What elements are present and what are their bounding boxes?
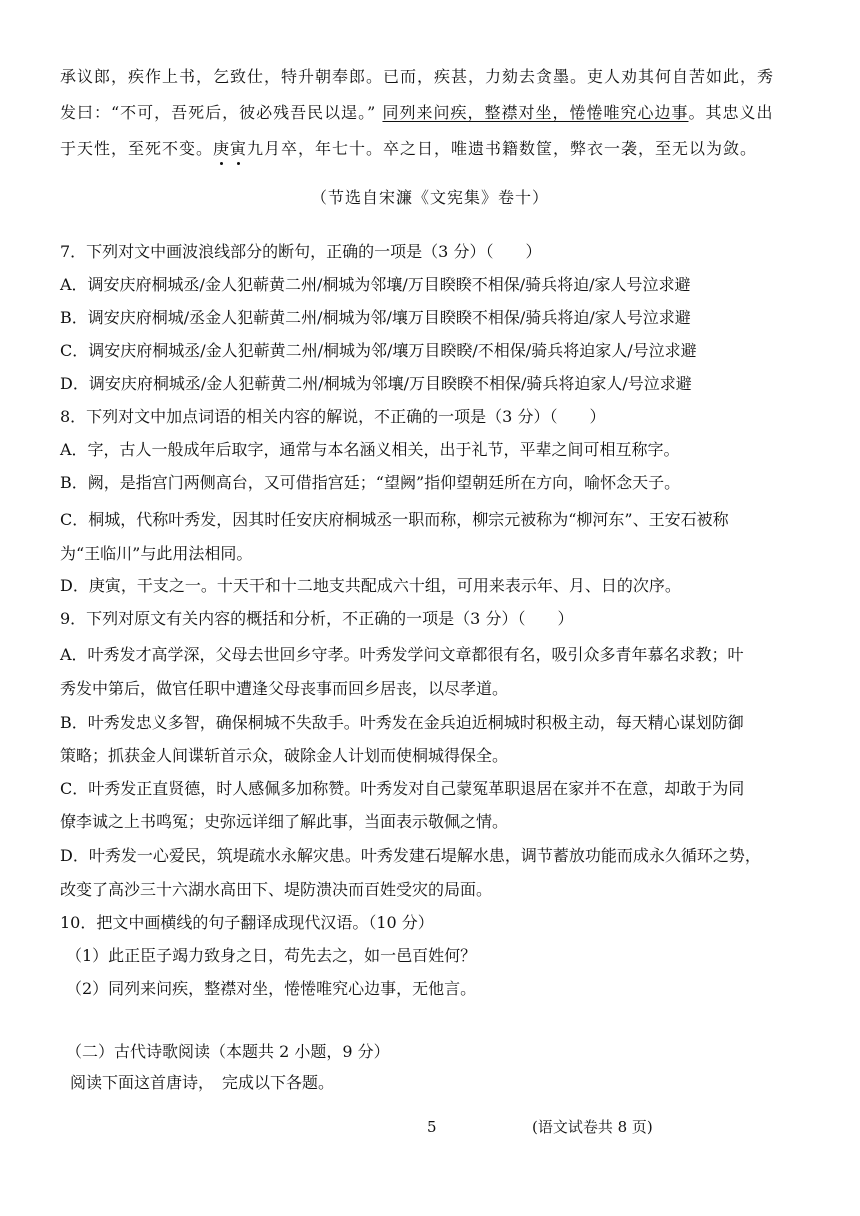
- q10-sentence-1: （1）此正臣子竭力致身之日，苟先去之，如一邑百姓何？: [66, 946, 477, 965]
- q9-option-d-line2: 改变了高沙三十六湖水高田下、堤防溃决而百姓受灾的局面。: [60, 880, 493, 899]
- q9-option-a-line2: 秀发中第后，做官任职中遭逢父母丧事而回乡居丧，以尽孝道。: [60, 679, 509, 698]
- q7-option-a: A．调安庆府桐城丞/金人犯蕲黄二州/桐城为邻壤/万目睽睽不相保/骑兵将迫/家人号泣求避: [60, 275, 691, 294]
- q8-option-c-line1: C．桐城，代称叶秀发，因其时任安庆府桐城丞一职而称，柳宗元被称为“柳河东”、王安石被称: [60, 510, 729, 529]
- q10-stem: 10．把文中画横线的句子翻译成现代汉语。（10 分）: [60, 913, 434, 932]
- q7-option-c: C．调安庆府桐城丞/金人犯蕲黄二州/桐城为邻/壤万目睽睽/不相保/骑兵将迫家人/号泣求避: [60, 341, 697, 360]
- q9-stem: 9．下列对原文有关内容的概括和分析，不正确的一项是（3 分）（ ）: [60, 609, 574, 628]
- section-title: （二）古代诗歌阅读（本题共 2 小题，9 分）: [66, 1042, 390, 1061]
- q9-option-a-line1: A．叶秀发才高学深，父母去世回乡守孝。叶秀发学问文章都很有名，吸引众多青年慕名求教；叶: [60, 645, 744, 664]
- q7-stem: 7．下列对文中画波浪线部分的断句，正确的一项是（3 分）（ ）: [60, 242, 542, 261]
- q8-option-d: D．庚寅，干支之一。十天干和十二地支共配成六十组，可用来表示年、月、日的次序。: [60, 576, 681, 595]
- passage-line-2: [60, 102, 774, 124]
- q8-stem: 8．下列对文中加点词语的相关内容的解说，不正确的一项是（3 分）（ ）: [60, 407, 606, 426]
- passage-text: 发曰：“不可，吾死后，彼必残吾民以逞。”: [60, 103, 377, 122]
- passage-text: 。其忠义出: [688, 103, 774, 122]
- page-number: 5: [427, 1118, 437, 1136]
- page-count-note: (语文试卷共 8 页): [532, 1118, 653, 1136]
- passage-text: 九月卒，年七十。卒之日，唯遗书籍数筐，弊衣一袭，至无以为敛。: [247, 139, 758, 158]
- q8-option-b: B．阙，是指宫门两侧高台，又可借指宫廷；“望阙”指仰望朝廷所在方向，喻怀念天子。: [60, 473, 681, 492]
- passage-line-3: [60, 138, 757, 160]
- q9-option-c-line1: C．叶秀发正直贤德，时人感佩多加称赞。叶秀发对自己蒙冤革职退居在家并不在意，却敢于为同: [60, 779, 745, 798]
- passage-line-1: 承议郎，疾作上书，乞致仕，特升朝奉郎。已而，疾甚，力劾去贪墨。吏人劝其何自苦如此，秀: [60, 67, 775, 86]
- passage-text: 于天性，至死不变。: [60, 139, 214, 158]
- q9-option-d-line1: D．叶秀发一心爱民，筑堤疏水永解灾患。叶秀发建石堤解水患，调节蓄放功能而成永久循环之势，: [60, 846, 761, 865]
- section-intro: 阅读下面这首唐诗， 完成以下各题。: [70, 1073, 335, 1092]
- q9-option-b-line1: B．叶秀发忠义多智，确保桐城不失敌手。叶秀发在金兵迫近桐城时积极主动，每天精心谋划防御: [60, 713, 744, 732]
- passage-source: （节选自宋濂《文宪集》卷十）: [310, 188, 549, 207]
- dotted-word: 庚: [213, 139, 231, 158]
- q9-option-b-line2: 策略；抓获金人间谍斩首示众，破除金人计划而使桐城得保全。: [60, 746, 509, 765]
- q8-option-a: A．字，古人一般成年后取字，通常与本名涵义相关，出于礼节，平辈之间可相互称字。: [60, 440, 680, 459]
- underlined-sentence: 同列来问疾，整襟对坐，惓惓唯究心边事: [382, 103, 689, 122]
- dotted-word: 寅: [230, 139, 248, 158]
- q8-option-c-line2: 为“王临川”与此用法相同。: [60, 544, 253, 563]
- q9-option-c-line2: 僚李诚之上书鸣冤；史弥远详细了解此事，当面表示敬佩之情。: [60, 812, 509, 831]
- q7-option-b: B．调安庆府桐城/丞金人犯蕲黄二州/桐城为邻/壤万目睽睽不相保/骑兵将迫/家人号泣求避: [60, 308, 691, 327]
- q10-sentence-2: （2）同列来问疾，整襟对坐，惓惓唯究心边事，无他言。: [66, 979, 477, 998]
- q7-option-d: D．调安庆府桐城丞/金人犯蕲黄二州/桐城为邻壤/万目睽睽不相保/骑兵将迫家人/号泣求避: [60, 374, 692, 393]
